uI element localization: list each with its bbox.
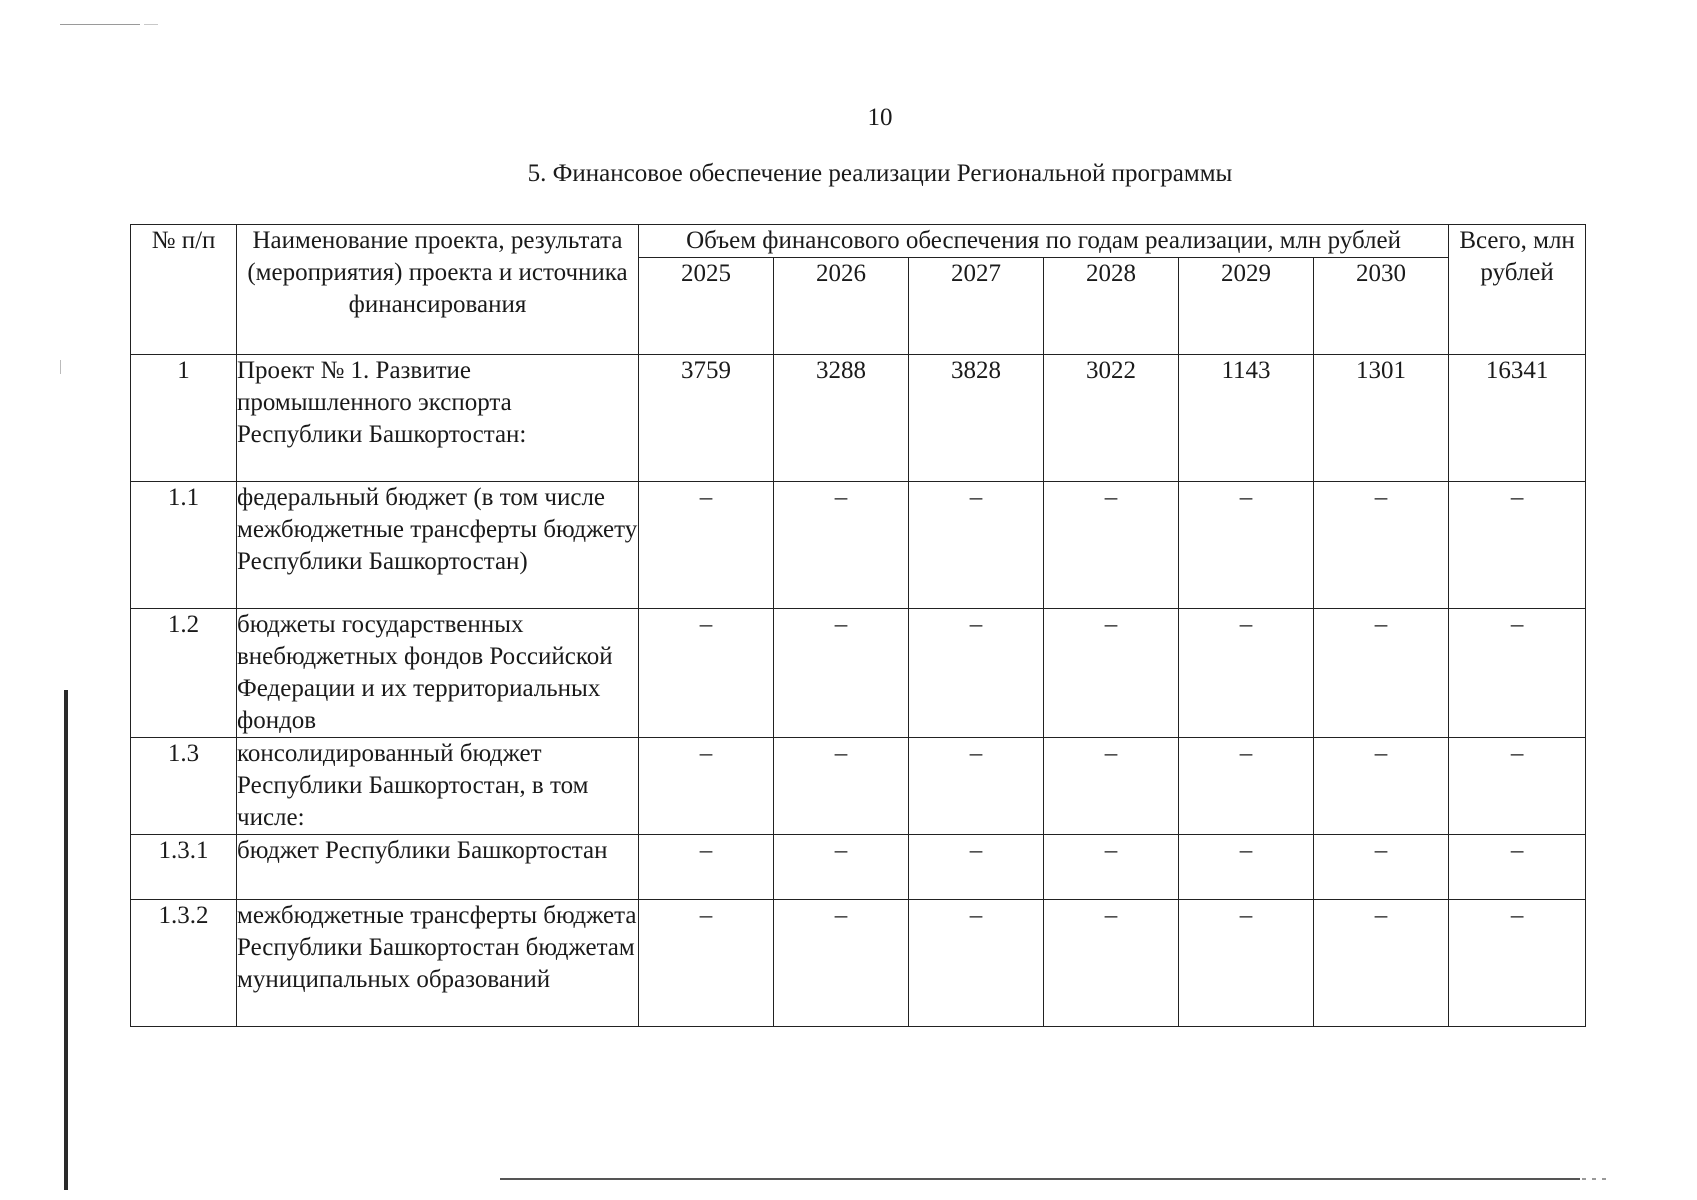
row-value: 1301 xyxy=(1314,355,1449,482)
scan-artifact-edge xyxy=(64,690,68,1190)
scan-artifact-line xyxy=(60,24,140,25)
header-year: 2027 xyxy=(909,258,1044,355)
row-value: – xyxy=(909,900,1044,1027)
header-total: Всего, млн рублей xyxy=(1449,225,1586,355)
scan-artifact-bottom-dots xyxy=(1582,1178,1612,1180)
row-value: – xyxy=(1314,835,1449,900)
row-number: 1.2 xyxy=(131,609,237,738)
row-value: – xyxy=(1179,738,1314,835)
table-row xyxy=(131,482,1586,609)
header-year: 2026 xyxy=(774,258,909,355)
scan-artifact-bottom-line xyxy=(500,1178,1580,1180)
financing-table xyxy=(130,224,1586,1027)
row-value: – xyxy=(774,900,909,1027)
row-value: – xyxy=(774,835,909,900)
row-value: 3828 xyxy=(909,355,1044,482)
row-number: 1.3.1 xyxy=(131,835,237,900)
header-year: 2029 xyxy=(1179,258,1314,355)
header-years-group: Объем финансового обеспечения по годам реализации, млн рублей xyxy=(639,225,1449,258)
row-total: – xyxy=(1449,609,1586,738)
row-value: – xyxy=(639,900,774,1027)
row-name: бюджеты государственных внебюджетных фондов Российской Федерации и их территориальных фондов xyxy=(237,609,639,738)
header-year: 2028 xyxy=(1044,258,1179,355)
row-name: Проект № 1. Развитие промышленного экспорта Республики Башкортостан: xyxy=(237,355,639,482)
row-value: – xyxy=(909,738,1044,835)
row-total: – xyxy=(1449,738,1586,835)
row-value: – xyxy=(1314,609,1449,738)
section-title: 5. Финансовое обеспечение реализации Региональной программы xyxy=(527,160,1233,187)
row-value: – xyxy=(639,738,774,835)
row-value: – xyxy=(1179,900,1314,1027)
row-value: – xyxy=(1044,609,1179,738)
table-row xyxy=(131,355,1586,482)
row-total: 16341 xyxy=(1449,355,1586,482)
row-value: – xyxy=(1179,835,1314,900)
row-value: – xyxy=(774,609,909,738)
row-value: – xyxy=(909,609,1044,738)
header-name: Наименование проекта, результата (мероприятия) проекта и источника финансирования xyxy=(237,225,639,355)
row-total: – xyxy=(1449,835,1586,900)
row-name: консолидированный бюджет Республики Башкортостан, в том числе: xyxy=(237,738,639,835)
row-value: – xyxy=(1314,738,1449,835)
row-value: – xyxy=(1044,482,1179,609)
row-value: 3022 xyxy=(1044,355,1179,482)
row-value: 3759 xyxy=(639,355,774,482)
row-name: межбюджетные трансферты бюджета Республики Башкортостан бюджетам муниципальных образований xyxy=(237,900,639,1027)
row-total: – xyxy=(1449,482,1586,609)
row-value: – xyxy=(774,482,909,609)
row-value: – xyxy=(1044,738,1179,835)
row-value: – xyxy=(639,609,774,738)
header-year: 2030 xyxy=(1314,258,1449,355)
table-row xyxy=(131,609,1586,738)
header-year: 2025 xyxy=(639,258,774,355)
row-number: 1 xyxy=(131,355,237,482)
row-name: федеральный бюджет (в том числе межбюджетные трансферты бюджету Республики Башкортостан) xyxy=(237,482,639,609)
row-value: – xyxy=(909,482,1044,609)
row-number: 1.1 xyxy=(131,482,237,609)
row-value: 1143 xyxy=(1179,355,1314,482)
row-value: – xyxy=(639,482,774,609)
row-value: 3288 xyxy=(774,355,909,482)
table-row xyxy=(131,835,1586,900)
row-value: – xyxy=(774,738,909,835)
row-value: – xyxy=(1314,482,1449,609)
row-name: бюджет Республики Башкортостан xyxy=(237,835,639,900)
row-value: – xyxy=(1314,900,1449,1027)
scan-artifact-tick xyxy=(60,360,61,374)
table-row xyxy=(131,900,1586,1027)
header-number: № п/п xyxy=(131,225,237,355)
row-value: – xyxy=(1179,482,1314,609)
row-value: – xyxy=(1179,609,1314,738)
row-number: 1.3.2 xyxy=(131,900,237,1027)
row-value: – xyxy=(639,835,774,900)
table-row xyxy=(131,738,1586,835)
row-number: 1.3 xyxy=(131,738,237,835)
row-value: – xyxy=(1044,835,1179,900)
row-value: – xyxy=(909,835,1044,900)
page-number: 10 xyxy=(867,104,893,131)
row-value: – xyxy=(1044,900,1179,1027)
row-total: – xyxy=(1449,900,1586,1027)
scan-artifact-dash xyxy=(144,24,158,25)
